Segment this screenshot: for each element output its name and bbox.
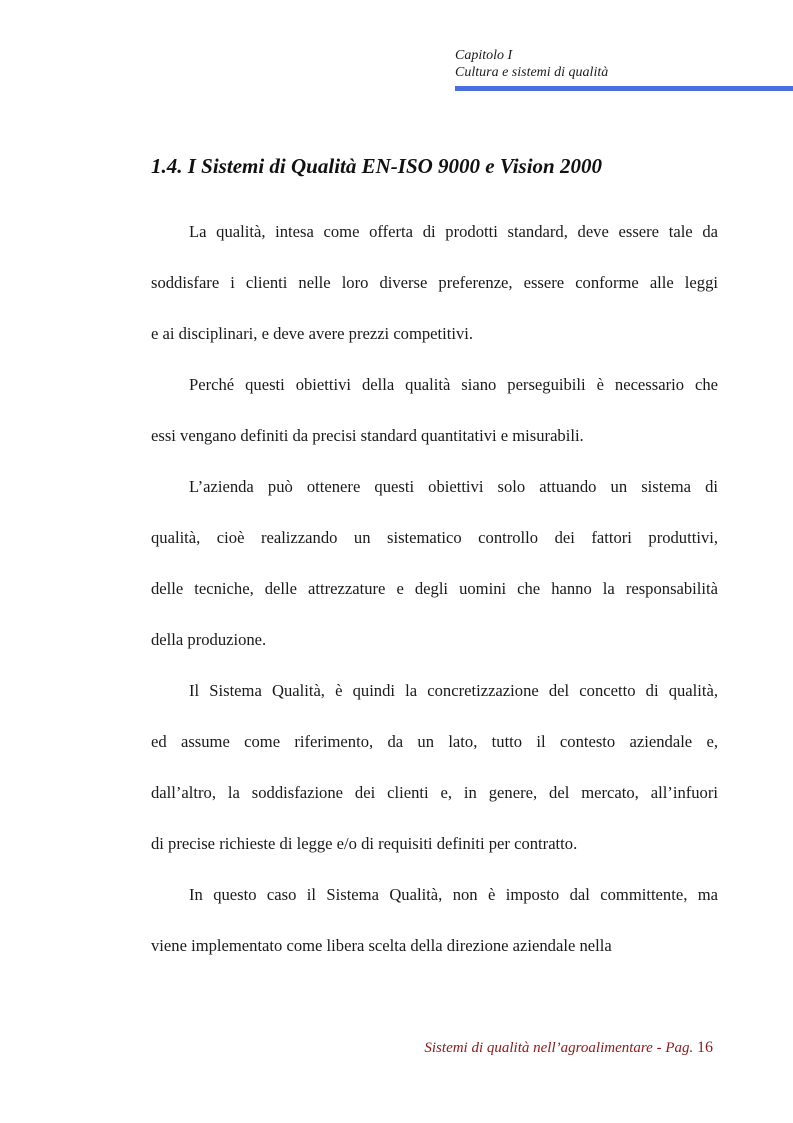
- paragraph-line: della produzione.: [151, 630, 267, 649]
- paragraph-line: e ai disciplinari, e deve avere prezzi competitivi.: [151, 324, 474, 343]
- paragraph-line: soddisfare i clienti nelle loro diverse preferenze, essere conforme alle leggi: [151, 273, 718, 292]
- paragraph-line: Il Sistema Qualità, è quindi la concretizzazione del concetto di qualità,: [189, 681, 718, 700]
- paragraph-line: essi vengano definiti da precisi standard quantitativi e misurabili.: [151, 426, 584, 445]
- page-number: 16: [697, 1039, 713, 1056]
- section-title: 1.4. I Sistemi di Qualità EN-ISO 9000 e Vision 2000: [151, 154, 602, 178]
- paragraph-line: In questo caso il Sistema Qualità, non è imposto dal committente, ma: [189, 885, 718, 904]
- paragraph-line: delle tecniche, delle attrezzature e degli uomini che hanno la responsabilità: [151, 579, 718, 598]
- header-rule: [455, 86, 793, 91]
- paragraph-line: qualità, cioè realizzando un sistematico controllo dei fattori produttivi,: [151, 528, 718, 547]
- paragraph-line: La qualità, intesa come offerta di prodotti standard, deve essere tale da: [189, 222, 718, 241]
- paragraph-line: Perché questi obiettivi della qualità siano perseguibili è necessario che: [189, 375, 718, 394]
- chapter-title: Cultura e sistemi di qualità: [455, 65, 609, 80]
- paragraph-line: viene implementato come libera scelta della direzione aziendale nella: [151, 936, 612, 955]
- paragraph-line: L’azienda può ottenere questi obiettivi solo attuando un sistema di: [189, 477, 718, 496]
- page-footer: [424, 1038, 713, 1058]
- chapter-label: Capitolo I: [455, 48, 513, 63]
- footer-text: Sistemi di qualità nell’agroalimentare - Pag.: [424, 1040, 694, 1056]
- paragraph-line: di precise richieste di legge e/o di requisiti definiti per contratto.: [151, 834, 578, 853]
- paragraph-line: dall’altro, la soddisfazione dei clienti e, in genere, del mercato, all’infuori: [151, 783, 718, 802]
- body-text: [151, 206, 718, 971]
- running-header: [455, 47, 793, 81]
- paragraph-line: ed assume come riferimento, da un lato, tutto il contesto aziendale e,: [151, 732, 718, 751]
